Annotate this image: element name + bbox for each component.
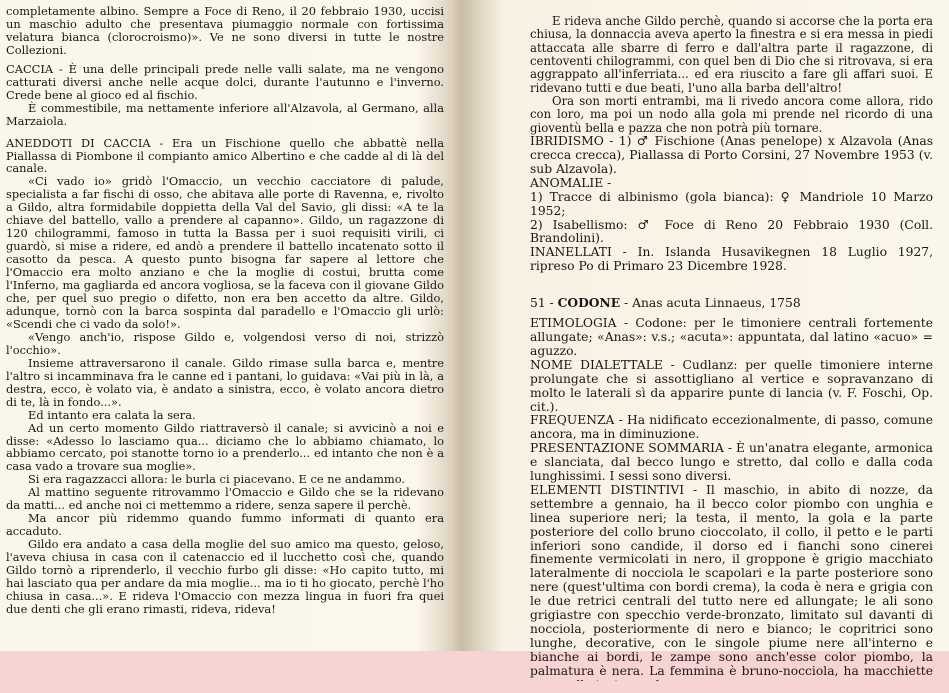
section-text: In. Islanda Husavikegnen 18 Luglio 1927, ripreso Po di Primaro 23 Dicembre 1928. [530,245,933,274]
section-aneddoti [6,137,444,176]
paragraph: È commestibile, ma nettamente inferiore all'Alzavola, al Germano, alla Marzaiola. [6,100,444,128]
section-text: Il maschio, in abito di nozze, da settembre a gennaio, ha il becco color piombo con unghia e linea superiore neri; la testa, il mento, la gola e la parte posteriore del collo bruno cioccolato, il collo, il petto e le parti inferiori sono candide, il dorso ed i fianchi sono cinerei finemente vermicolati in nero, il groppone è grigio macchiato lateralmente di nocciola le scapolari e la parte posteriore sono nere (quest'ultima con bordi crema), la coda è nera e grigia con le due retrici centrali del tutto nere ed allungate; le ali sono grigiastre con specchio verde-bronzato, limitato sul davanti di nocciola, posteriormente di nero e bianco; le copritrici sono lunghe, decorative, con le singole piume nere all'interno e bianche ai bordi, le zampe sono anch'esse color piombo, la palmatura è nera. La femmina è bruno-nocciola, ha macchiette [530,482,933,678]
section-heading: CACCIA - [6,61,69,76]
species-name: CODONE [557,295,621,311]
bottom-border [0,681,949,693]
section-text: Era un Fischione quello che abbattè nella Piallassa di Piombone il compianto amico Albertino e che cadde al di là del canale. [6,135,444,176]
section-ibridismo [530,135,933,177]
paragraph: «Vengo anch'io, rispose Gildo e, volgendosi verso di noi, strizzò l'occhio». [6,329,444,357]
section-text: È un'anatra elegante, armonica e slanciata, dal becco lungo e stretto, dal collo e dalla coda lunghissimi. I sessi sono diversi. [530,441,933,484]
section-heading: ETIMOLOGIA - [530,316,636,331]
species-title [530,296,933,311]
anomaly-item: 1) Tracce di albinismo (gola bianca): ♀ Mandriole 10 Marzo 1952; [530,189,933,218]
section-heading-anomalie: ANOMALIE - [530,175,612,190]
paragraph: Ed intanto era calata la sera. [28,407,196,422]
paragraph: E rideva anche Gildo perchè, quando si accorse che la porta era chiusa, la donnaccia aveva aperto la finestra e si era messa in piedi attaccata alle sbarre di ferro e dall'altra parte il ragazzone, di centoventi chilogrammi, con quel ben di Dio che si ritrovava, si era aggrappato all'inferriata... ed era riuscito a fare gli affari suoi. E ridevano tutti e due beati, l'uno alla barba dell'altro! [530,14,933,95]
section-text: Ha nidificato eccezionalmente, di passo, comune ancora, ma in diminuzione. [530,413,933,442]
section-inanellati [530,246,933,274]
section-heading: IBRIDISMO - [530,134,619,149]
section-heading: ELEMENTI DISTINTIVI - [530,482,706,497]
paragraph: Si era ragazzacci allora: le burla ci piacevano. E ce ne andammo. [28,472,405,487]
section-heading: INANELLATI - [530,245,638,260]
section-heading: PRESENTAZIONE SOMMARIA - [530,441,736,456]
left-page [0,0,452,616]
right-page [488,0,945,693]
section-etimologia [530,317,933,359]
paragraph: Insieme attraversarono il canale. Gildo rimase sulla barca e, mentre l'altro si incamminava fra le canne ed i pantani, lo guidava: «Vai più in là, a destra, ecco, è volato via, è andato a sinistra, ecco, è volato ancora dietro di te, là in fondo...». [6,355,444,409]
species-number: 51 - [530,296,558,311]
paragraph: Ora son morti entrambi, ma li rivedo ancora come allora, rido con loro, ma poi un nodo alla gola mi prende nel ricordo di una gioventù bella e pazza che non potrà più tornare. [530,94,933,135]
paragraph: Al mattino seguente ritrovammo l'Omaccio e Gildo che se la ridevano da matti... ed anche noi ci mettemmo a ridere, senza sapere il perchè. [6,485,444,513]
section-heading: ANEDDOTI DI CACCIA - [6,135,173,150]
section-elementi-distintivi [530,484,933,693]
section-frequenza [530,414,933,442]
section-text: Cudlanz: per quelle timoniere interne prolungate che si assottigliano al vertice e sopravanzano di molto le laterali sì da apparire punte di lancia (v. F. Foschi, Op. cit.). [530,357,934,414]
section-heading: FREQUENZA - [530,413,628,428]
section-presentazione [530,442,933,484]
paragraph: Gildo era andato a casa della moglie del suo amico ma questo, geloso, l'aveva chiusa in casa con il catenaccio ed il lucchetto così che, quando Gildo tornò a riprenderlo, il vecchio furbo gli disse: «Ho capito tutto, mi hai lasciato qua per andare da mia moglie... ma io ti ho giocato, perchè l'ho chiusa in casa...». E rideva l'Omaccio con mezza lingua in fuori fra quei due denti che gli erano rimasti, rideva, rideva! [6,537,444,616]
anomaly-item: 2) Isabellismo: ♂ Foce di Reno 20 Febbraio 1930 (Coll. Brandolini). [530,217,933,246]
section-caccia [6,63,444,102]
section-text: 1) ♂ Fischione (Anas penelope) x Alzavola (Anas crecca crecca), Piallassa di Porto Corsini, 27 Novembre 1953 (v. sub Alzavola). [530,134,934,176]
section-heading: NOME DIALETTALE - [530,357,683,372]
species-scientific-name: - Anas acuta Linnaeus, 1758 [620,296,801,311]
paragraph: «Ci vado io» gridò l'Omaccio, un vecchio cacciatore di palude, specialista a far fischi di osso, che abitava alle porte di Ravenna, e, rivolto a Gildo, altra formidabile doppietta della Val del Savio, gli dissi: «A te la chiave del battello, vallo a prendere al capanno». Gildo, un ragazzone di 120 chilogrammi, famoso in tutta la Bassa per i suoi requisiti virili, ci guardò, si mise a ridere, ed andò a prendere il battello incatenato sotto il casotto da pesca. A questo punto bisogna far sapere al lettore che l'Omaccio era molto anziano e che la moglie di costui, brutta come l'Inferno, ma gagliarda ed ancora vogliosa, se la faceva con il giovane Gildo che, per quel suo pregio o difetto, non era ben accetto da altre. Gildo, adunque, tornò con la barca sospinta dal paradello e l'Omaccio gli urlò: «Scendi che ci vado da solo!». [6,174,444,331]
section-text: È una delle principali prede nelle valli salate, ma ne vengono catturati diversi anche nelle acque dolci, durante l'autunno e l'inverno. Crede bene al gioco ed al fischio. [6,61,444,102]
section-text: Codone: per le timoniere centrali fortemente allungate; «Anas»: v.s.; «acuta»: appuntata, dal latino «acuo» = aguzzo. [530,316,933,358]
paragraph: Ma ancor più ridemmo quando fummo informati di quanto era accaduto. [6,511,444,539]
section-nome-dialettale [530,359,933,415]
paragraph: Ad un certo momento Gildo riattraversò il canale; si avvicinò a noi e disse: «Adesso lo lasciamo qua... diciamo che lo abbiamo chiamato, lo abbiamo cercato, poi stanotte torno io a prenderlo... ed intanto che non è a casa vado a trovare sua moglie». [6,420,444,474]
paragraph: completamente albino. Sempre a Foce di Reno, il 20 febbraio 1930, uccisi un maschio adulto che presentava piumaggio normale con fortissima velatura bianca (clorocroismo)». Ve ne sono diversi in tutte le nostre Collezioni. [6,4,444,57]
